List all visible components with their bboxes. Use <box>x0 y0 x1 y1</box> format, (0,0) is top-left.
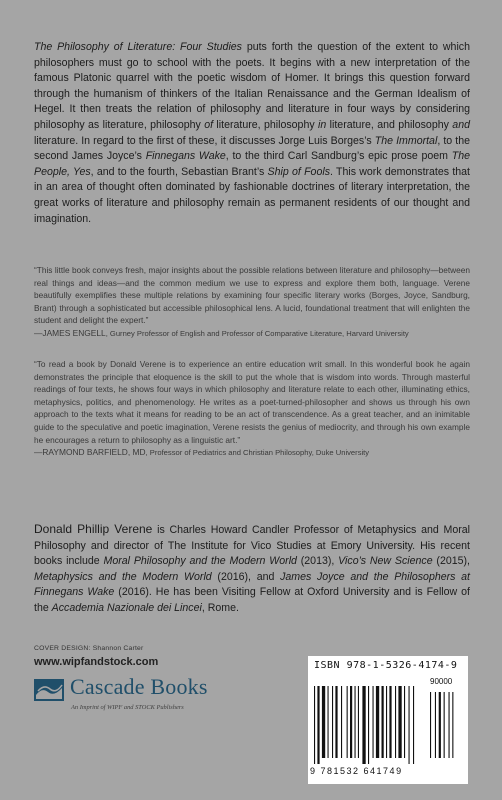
bio-text: , Rome. <box>201 601 239 614</box>
description-text: literature. In regard to the first of these, it discusses Jorge Luis Borges’s <box>34 134 375 147</box>
endorser-title: , Gurney Professor of English and Professor of Comparative Literature, Harvard University <box>105 328 409 338</box>
description-text: . This work demonstrates that in an area of thought often dominated by fashionable doctrines of literary interpretation, the great works of literature and philosophy remain as permanent residents of our thought and imagination. <box>34 165 470 225</box>
isbn-barcode-box <box>308 656 468 784</box>
bio-text: (2013), <box>296 555 339 568</box>
endorsement-quote: “To read a book by Donald Verene is to experience an entire education writ small. In this wonderful book he again demonstrates the principle that eloquence is the skill to put the whole that is wisdom into words. Through masterful readings of four texts, he shows four ways in which philosophy and literature relate to each other, illuminating ethics, metaphysics, politics, and phenomenology. He writes as a poet-turned-philosopher and shows us through his own approach to the texts what it means for reading to be an act of transcendence. As a great teacher, and an inimitable guide to the speculative and poetic imagination, Verene resists the genius of mediocrity, and through his own example he encourages a return to philosophy as a linguistic art.” <box>34 359 470 445</box>
description-text: literature, and philosophy <box>326 118 453 131</box>
barcode-icon <box>312 686 464 766</box>
emphasis-and: and <box>452 118 470 131</box>
cascade-books-logo-icon <box>34 679 64 701</box>
price-addon: 90000 <box>430 677 453 686</box>
work-title-finnegans-wake: Finnegans Wake <box>145 150 226 163</box>
bio-academy-name: Accademia Nazionale dei Lincei <box>51 601 202 614</box>
publisher-website: www.wipfandstock.com <box>34 656 159 668</box>
work-title-immortal: The Immortal <box>374 134 438 147</box>
endorsement-quote: “This little book conveys fresh, major insights about the possible relations between literature and philosophy—between real things and ideas—and the common medium we use to express and explore them both, language. Verene beautifully exemplifies these multiple relations by examining four specific literary works (Borges, Joyce, Sandburg, Brant) through a sophisticated but accessible philosophical lens. A lucid, foundational treatment that will enlighten the student and delight the expert.” <box>34 265 470 326</box>
endorsement-attribution <box>34 446 470 459</box>
endorsement-barfield <box>34 358 470 459</box>
bio-book-title: James Joyce and the Philosophers at Finnegans Wake <box>34 570 470 599</box>
description-text: , to the second James Joyce’s <box>34 134 470 163</box>
bio-text: (2015), <box>432 555 470 568</box>
endorsement-engell <box>34 264 470 340</box>
bio-text: is Charles Howard Candler Professor of Metaphysics and Moral Philosophy and director of The Institute for Vico Studies at Emory University. His recent books include <box>34 524 470 568</box>
isbn-label: ISBN 978-1-5326-4174-9 <box>314 660 458 671</box>
publisher-logo <box>34 674 224 722</box>
publisher-name: Cascade Books <box>70 674 208 699</box>
endorsement-attribution <box>34 327 470 340</box>
bio-text: (2016). He has been Visiting Fellow at Oxford University and is Fellow of the <box>34 586 470 614</box>
book-description <box>34 40 470 227</box>
description-text: , and to the fourth, Sebastian Brant’s <box>90 165 268 178</box>
publisher-imprint: An Imprint of WIPF and STOCK Publishers <box>71 704 184 711</box>
bio-text: (2016), and <box>211 570 281 583</box>
description-text: literature, philosophy <box>213 118 319 131</box>
endorser-name: —JAMES ENGELL <box>34 327 106 338</box>
endorser-title: , Professor of Pediatrics and Christian Philosophy, Duke University <box>145 448 370 458</box>
bio-book-title: Metaphysics and the Modern World <box>34 570 212 583</box>
work-title-ship-of-fools: Ship of Fools <box>267 165 330 178</box>
author-name: Donald Phillip Verene <box>34 522 153 536</box>
bio-book-title: Moral Philosophy and the Modern World <box>103 555 297 568</box>
book-title: The Philosophy of Literature: Four Studies <box>34 41 242 53</box>
work-title-the-people-yes: The People, Yes <box>34 150 470 178</box>
description-text: , to the third Carl Sandburg’s epic prose poem <box>225 150 452 163</box>
ean-number: 9 781532 641749 <box>310 766 403 776</box>
author-bio <box>34 522 470 617</box>
bio-book-title: Vico’s New Science <box>338 555 433 568</box>
cover-design-credit: COVER DESIGN: Shannon Carter <box>34 645 144 652</box>
emphasis-in: in <box>318 118 327 131</box>
description-text: puts forth the question of the extent to which philosophers must go to school with the poets. It begins with a new interpretation of the famous Platonic quarrel with the poetic wisdom of Homer. It brings this question forward through the humanism of thinkers of the Italian Renaissance and the German Idealism of Hegel. It then treats the relation of philosophy and literature in four ways by considering philosophy as literature, philosophy <box>34 41 470 131</box>
emphasis-of: of <box>204 118 214 131</box>
endorser-name: —RAYMOND BARFIELD, MD <box>34 447 146 458</box>
